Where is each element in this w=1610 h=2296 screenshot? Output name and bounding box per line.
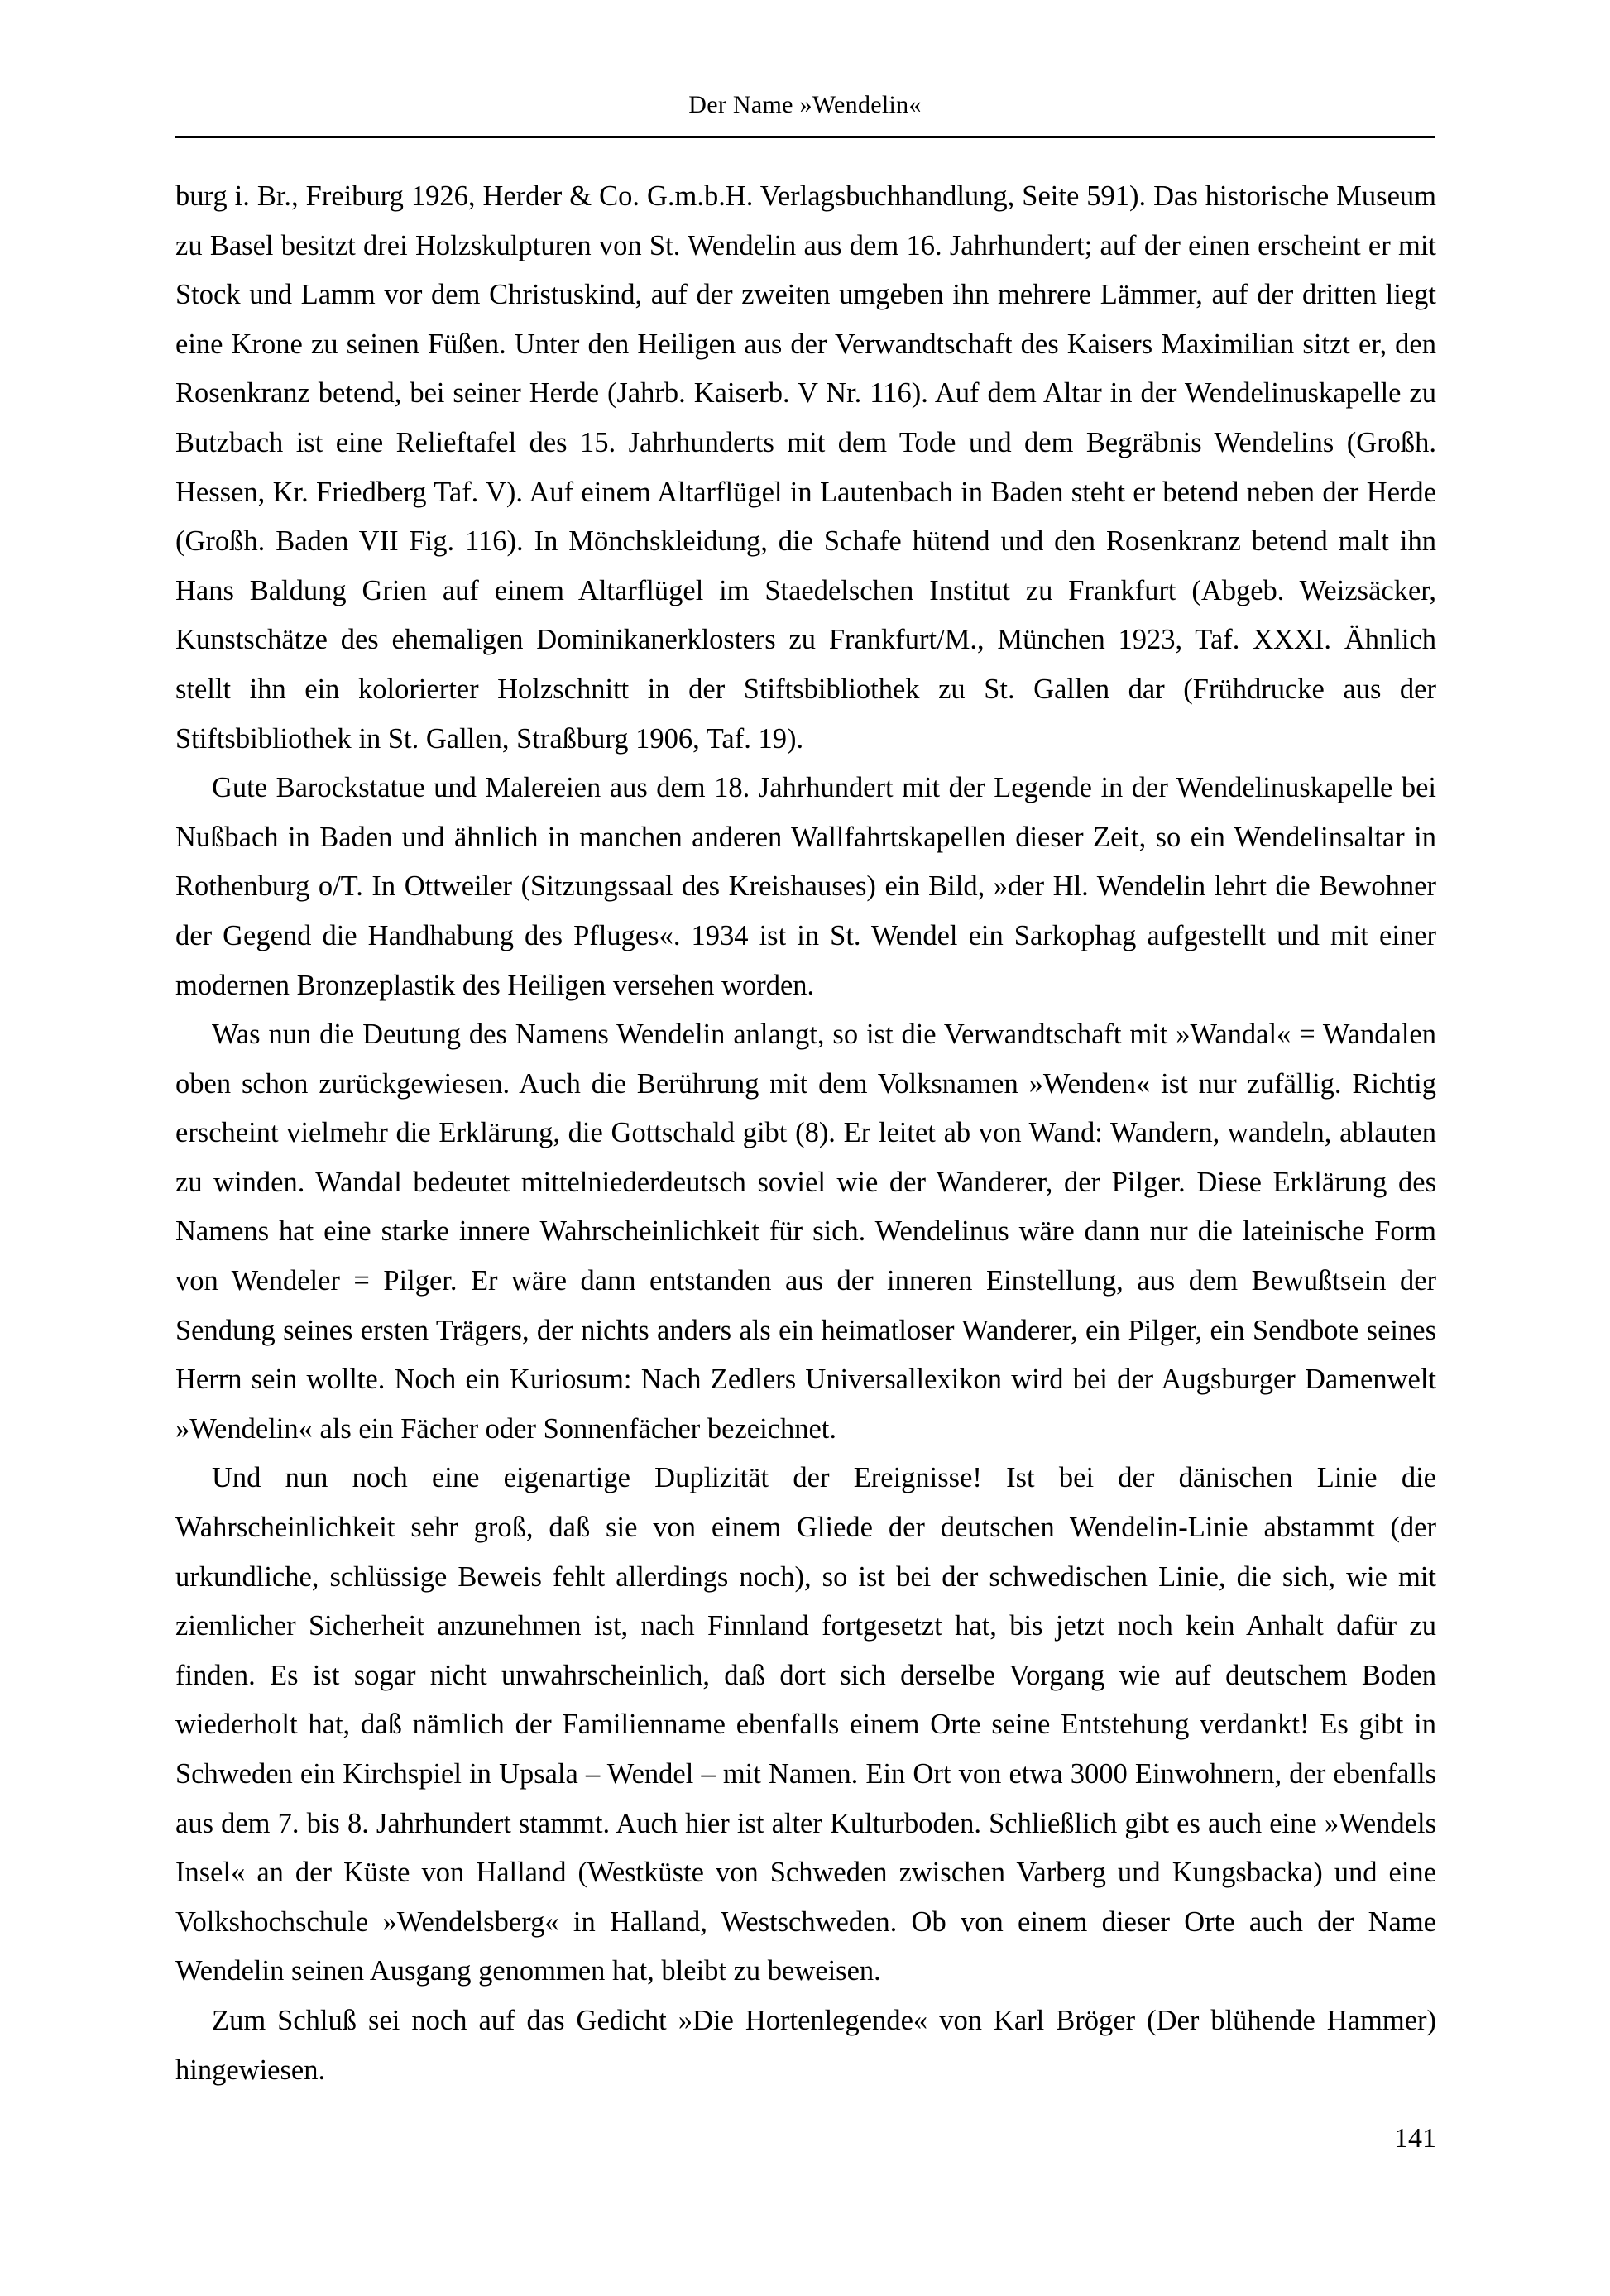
running-head: Der Name »Wendelin« [688,91,922,118]
page-number: 141 [1394,2123,1436,2154]
body-text-column [175,172,1436,2095]
header-rule [175,136,1435,138]
paragraph-3: Was nun die Deutung des Namens Wendelin anlangt, so ist die Verwandtschaft mit »Wandal« = Wandalen oben schon zurückgewiesen. Auch die Berührung mit dem Volksnamen »Wenden« ist nur zufällig. Richtig erscheint vielmehr die Erklärung, die Gottschald gibt (8). Er leitet ab von Wand: Wandern, wandeln, ablauten zu winden. Wandal bedeutet mittelniederdeutsch soviel wie der Wanderer, der Pilger. Diese Erklärung des Namens hat eine starke innere Wahrscheinlichkeit für sich. Wendelinus wäre dann nur die lateinische Form von Wendeler = Pilger. Er wäre dann entstanden aus der inneren Einstellung, aus dem Bewußtsein der Sendung seines ersten Trägers, der nichts anders als ein heimatloser Wanderer, ein Pilger, ein Sendbote seines Herrn sein wollte. Noch ein Kuriosum: Nach Zedlers Universallexikon wird bei der Augsburger Damenwelt »Wendelin« als ein Fächer oder Sonnenfächer bezeichnet. [175,1019,1436,1445]
paragraph-5: Zum Schluß sei noch auf das Gedicht »Die Hortenlegende« von Karl Bröger (Der blühende Hammer) hingewiesen. [175,2004,1436,2086]
paragraph-4: Und nun noch eine eigenartige Duplizität der Ereignisse! Ist bei der dänischen Linie die Wahrscheinlichkeit sehr groß, daß sie von einem Gliede der deutschen Wendelin-Linie abstammt (der urkundliche, schlüssige Beweis fehlt allerdings noch), so ist bei der schwedischen Linie, die sich, wie mit ziemlicher Sicherheit anzunehmen ist, nach Finnland fortgesetzt hat, bis jetzt noch kein Anhalt dafür zu finden. Es ist sogar nicht unwahrscheinlich, daß dort sich derselbe Vorgang wie auf deutschem Boden wiederholt hat, daß nämlich der Familienname ebenfalls einem Orte seine Entstehung verdankt! Es gibt in Schweden ein Kirchspiel in Upsala – Wendel – mit Namen. Ein Ort von etwa 3000 Einwohnern, der ebenfalls aus dem 7. bis 8. Jahrhundert stammt. Auch hier ist alter Kulturboden. Schließlich gibt es auch eine »Wendels Insel« an der Küste von Halland (Westküste von Schweden zwischen Varberg und Kungsbacka) und eine Volkshochschule »Wendelsberg« in Halland, Westschweden. Ob von einem dieser Orte auch der Name Wendelin seinen Ausgang genommen hat, bleibt zu beweisen. [175,1462,1436,1987]
paragraph-2: Gute Barockstatue und Malereien aus dem 18. Jahrhundert mit der Legende in der Wendelinuskapelle bei Nußbach in Baden und ähnlich in manchen anderen Wallfahrtskapellen dieser Zeit, so ein Wendelinsaltar in Rothenburg o/T. In Ottweiler (Sitzungssaal des Kreishauses) ein Bild, »der Hl. Wendelin lehrt die Bewohner der Gegend die Handhabung des Pfluges«. 1934 ist in St. Wendel ein Sarkophag aufgestellt und mit einer modernen Bronzeplastik des Heiligen versehen worden. [175,772,1436,1001]
paragraph-1: burg i. Br., Freiburg 1926, Herder & Co. G.m.b.H. Verlagsbuchhandlung, Seite 591). Das historische Museum zu Basel besitzt drei Holzskulpturen von St. Wendelin aus dem 16. Jahrhundert; auf der einen erscheint er mit Stock und Lamm vor dem Christuskind, auf der zweiten umgeben ihn mehrere Lämmer, auf der dritten liegt eine Krone zu seinen Füßen. Unter den Heiligen aus der Verwandtschaft des Kaisers Maximilian sitzt er, den Rosenkranz betend, bei seiner Herde (Jahrb. Kaiserb. V Nr. 116). Auf dem Altar in der Wendelinuskapelle zu Butzbach ist eine Relieftafel des 15. Jahrhunderts mit dem Tode und dem Begräbnis Wendelins (Großh. Hessen, Kr. Friedberg Taf. V). Auf einem Altarflügel in Lautenbach in Baden steht er betend neben der Herde (Großh. Baden VII Fig. 116). In Mönchskleidung, die Schafe hütend und den Rosenkranz betend malt ihn Hans Baldung Grien auf einem Altarflügel im Staedelschen Institut zu Frankfurt (Abgeb. Weizsäcker, Kunstschätze des ehemaligen Dominikanerklosters zu Frankfurt/M., München 1923, Taf. XXXI. Ähnlich stellt ihn ein kolorierter Holzschnitt in der Stiftsbibliothek zu St. Gallen dar (Frühdrucke aus der Stiftsbibliothek in St. Gallen, Straßburg 1906, Taf. 19). [175,180,1436,755]
